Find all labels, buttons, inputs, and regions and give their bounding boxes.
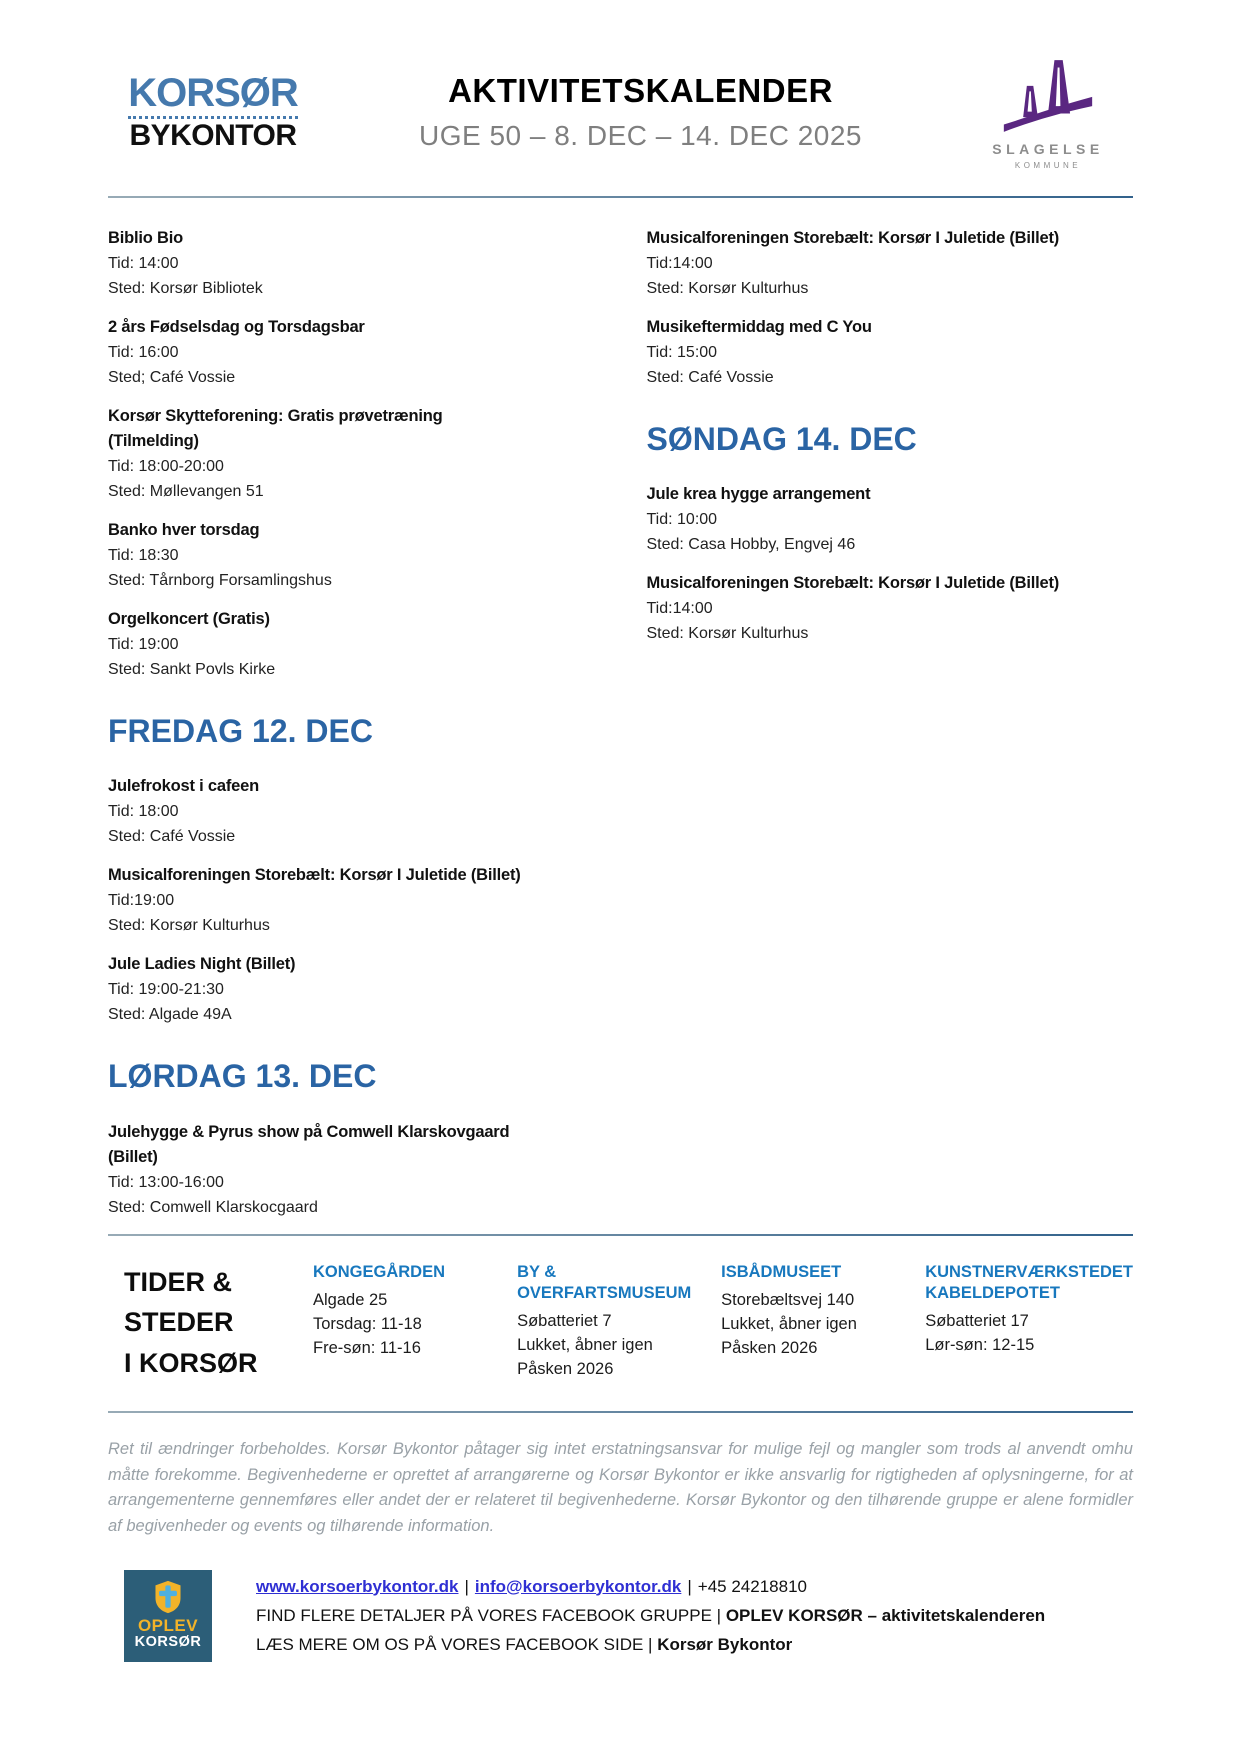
event-line: Tid: 19:00-21:30 [108,981,224,999]
event-item [647,315,1134,390]
email-link[interactable]: info@korsoerbykontor.dk [474,1576,682,1596]
event-line: Sted: Café Vossie [108,828,236,846]
right-column [647,226,1134,1234]
slagelse-kommune-logo [963,56,1133,170]
event-line: Sted; Café Vossie [108,369,236,386]
event-line: Tid: 16:00 [108,344,179,361]
event-line: Sted: Korsør Kulturhus [108,917,270,935]
page-title: AKTIVITETSKALENDER [448,72,833,109]
event-line: Sted: Casa Hobby, Engvej 46 [646,536,856,554]
contact-line [256,1572,1045,1601]
website-link[interactable]: www.korsoerbykontor.dk [256,1576,459,1596]
place-line: Påsken 2026 [721,1338,818,1357]
shield-cross-icon [152,1580,184,1614]
place-name: ISBÅDMUSEET [721,1262,842,1281]
event-item [108,774,595,849]
place-item [721,1262,907,1384]
left-column [108,226,595,1234]
event-line: Tid: 10:00 [646,511,718,529]
oplev-korsor-logo [124,1570,212,1662]
event-line: Tid:19:00 [108,892,175,910]
separator: | [687,1576,692,1596]
place-line: Fre-søn: 11-16 [313,1338,421,1357]
place-item [925,1262,1133,1384]
event-title: Jule krea hygge arrangement [646,485,871,504]
page-footer [108,1570,1133,1662]
place-line: Storebæltsvej 140 [721,1290,855,1309]
event-line: Sted: Algade 49A [108,1006,232,1024]
place-line: Søbatteriet 7 [517,1311,612,1330]
facebook-group-text: FIND FLERE DETALJER PÅ VORES FACEBOOK GRUPPE | [256,1605,726,1625]
event-line: Tid: 15:00 [646,344,718,361]
place-line: Søbatteriet 17 [925,1311,1029,1330]
event-item [108,952,595,1027]
title-block [318,56,963,152]
place-item [517,1262,703,1384]
event-title: Julehygge & Pyrus show på Comwell Klarskovgaard (Billet) [108,1122,510,1166]
event-item [647,482,1134,557]
place-line: Algade 25 [313,1290,388,1309]
event-title: Musicalforeningen Storebælt: Korsør I Juletide (Billet) [646,574,1060,593]
event-item [108,404,595,504]
event-line: Sted: Møllevangen 51 [108,483,264,500]
place-line: Lukket, åbner igen [517,1335,653,1354]
event-line: Tid:14:00 [646,255,713,272]
event-title: Banko hver torsdag [108,521,260,539]
event-line: Sted: Korsør Kulturhus [646,625,809,643]
event-title: 2 års Fødselsdag og Torsdagsbar [108,318,365,336]
separator: | [464,1576,469,1596]
event-title: Orgelkoncert (Gratis) [108,610,270,628]
places-section [108,1236,1133,1412]
phone-number: +45 24218810 [697,1576,807,1596]
place-line: Påsken 2026 [517,1359,614,1378]
day-heading: FREDAG 12. DEC [108,713,373,749]
event-line: Tid: 18:00-20:00 [108,458,224,475]
disclaimer-text: Ret til ændringer forbeholdes. Korsør Bykontor påtager sig intet erstatningsansvar for mulige fejl og mangler som trods al anvendt omhu måtte forekomme. Begivenhederne er oprettet af arrangørerne og Korsør Bykontor er ikke ansvarlig for rigtigheden af oplysningerne, for at arrangementerne gennemføres eller andet der er relateret til begivenhederne. Korsør Bykontor og den tilhørende gruppe er alene formidler af begivenheder og events og tilhørende information. [108,1440,1133,1535]
event-item [108,607,595,682]
event-item [647,571,1134,646]
places-grid [313,1262,1133,1384]
events-area [108,198,1133,1234]
place-line: Lukket, åbner igen [721,1314,857,1333]
footer-text [256,1570,1045,1659]
event-title: Korsør Skytteforening: Gratis prøvetræning (Tilmelding) [108,407,443,450]
place-name: KONGEGÅRDEN [313,1262,446,1281]
event-title: Musikeftermiddag med C You [646,318,872,336]
event-line: Sted: Café Vossie [646,369,774,386]
event-item [108,226,595,301]
bykontor-logo-text: BYKONTOR [129,119,297,152]
day-heading: LØRDAG 13. DEC [108,1058,377,1095]
event-line: Tid: 13:00-16:00 [108,1173,224,1191]
event-line: Sted: Korsør Bibliotek [108,280,263,297]
event-item [108,315,595,390]
event-line: Tid: 18:00 [108,803,179,821]
event-item [108,1120,595,1220]
places-bottom-divider [108,1411,1133,1413]
event-line: Sted: Sankt Povls Kirke [108,661,276,678]
place-line: Torsdag: 11-18 [313,1314,422,1333]
kommune-label: KOMMUNE [1014,161,1082,170]
place-item [313,1262,499,1384]
place-line: Lør-søn: 12-15 [925,1335,1035,1354]
event-line: Tid: 14:00 [108,255,179,272]
bridge-icon [1002,58,1094,134]
slagelse-label: SLAGELSE [992,141,1104,157]
event-item [108,863,595,938]
event-line: Sted: Tårnborg Forsamlingshus [108,572,332,589]
facebook-group-line [256,1601,1045,1630]
event-line: Sted: Comwell Klarskocgaard [108,1198,318,1216]
day-heading: SØNDAG 14. DEC [646,421,917,457]
week-subtitle: UGE 50 – 8. DEC – 14. DEC 2025 [419,120,862,151]
place-name: BY & OVERFARTSMUSEUM [517,1262,692,1302]
event-title: Musicalforeningen Storebælt: Korsør I Juletide (Billet) [108,866,521,885]
facebook-page-text: LÆS MERE OM OS PÅ VORES FACEBOOK SIDE | [256,1634,658,1654]
facebook-page-line [256,1630,1045,1659]
event-item [647,226,1134,301]
event-title: Biblio Bio [108,229,183,247]
event-line: Tid: 19:00 [108,636,179,653]
event-title: Julefrokost i cafeen [108,777,259,796]
facebook-page-name: Korsør Bykontor [657,1634,793,1654]
korsor-logo-text-footer: KORSØR [134,1634,202,1651]
event-line: Sted: Korsør Kulturhus [646,280,809,297]
facebook-group-name: OPLEV KORSØR – aktivitetskalenderen [725,1605,1046,1625]
place-name: KUNSTNERVÆRKSTEDET KABELDEPOTET [925,1262,1133,1302]
event-line: Tid: 18:30 [108,547,179,564]
page-header [108,56,1133,170]
event-title: Jule Ladies Night (Billet) [108,955,296,974]
event-title: Musicalforeningen Storebælt: Korsør I Juletide (Billet) [646,229,1060,247]
event-item [108,518,595,593]
oplev-logo-text: OPLEV [137,1615,199,1635]
event-line: Tid:14:00 [646,600,713,618]
places-title: TIDER & STEDER I KORSØR [124,1266,258,1378]
korsor-bykontor-logo [108,56,318,154]
korsor-logo-text: KORSØR [128,72,298,119]
